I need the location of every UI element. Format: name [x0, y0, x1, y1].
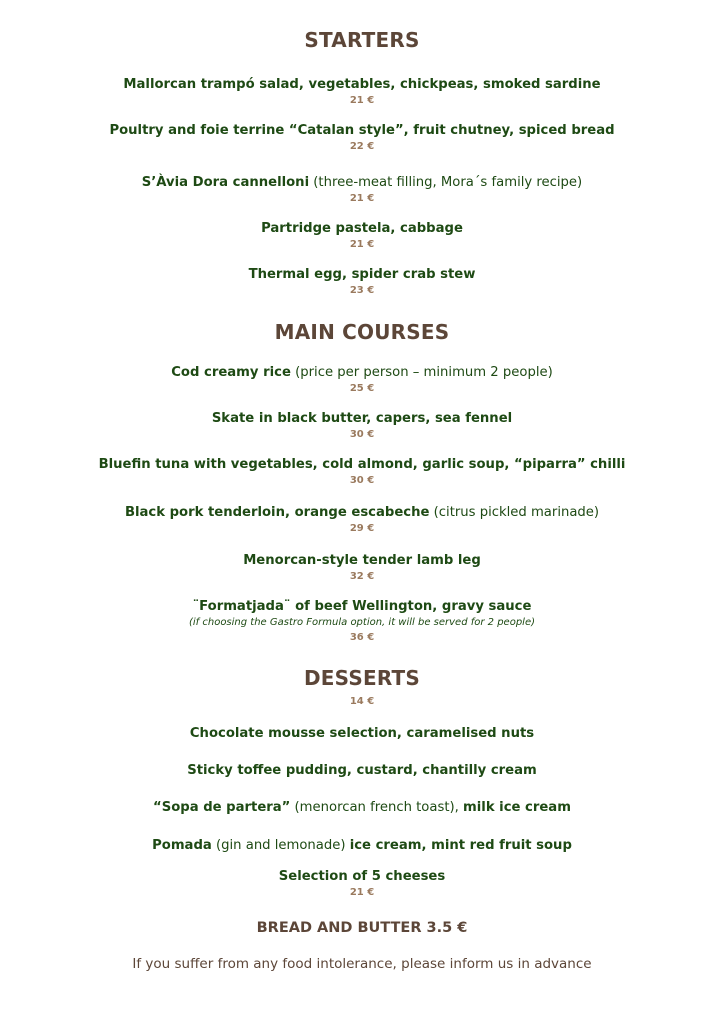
dish-price: 25 €: [349, 383, 375, 394]
dish-description: (citrus pickled marinade): [429, 505, 600, 520]
dish-price: 21 €: [349, 193, 375, 204]
dish-price: 29 €: [349, 523, 375, 534]
starter-item: [0, 220, 724, 237]
dessert-item: [0, 799, 724, 816]
bread-and-butter: BREAD AND BUTTER 3.5 €: [256, 920, 468, 936]
dessert-item: [0, 762, 724, 779]
dish-price: 30 €: [349, 429, 375, 440]
dish-name: Menorcan-style tender lamb leg: [243, 553, 481, 568]
allergy-notice: If you suffer from any food intolerance, please inform us in advance: [132, 956, 592, 972]
dish-note: (if choosing the Gastro Formula option, it will be served for 2 people): [188, 617, 536, 628]
starters-heading: STARTERS: [304, 28, 420, 52]
starter-item: [0, 266, 724, 283]
main-item: [0, 456, 724, 473]
dish-name-extra: ice cream, mint red fruit soup: [349, 838, 572, 853]
dish-description: (price per person – minimum 2 people): [290, 365, 553, 380]
dish-name: Black pork tenderloin, orange escabeche: [124, 505, 430, 520]
dish-name: Bluefin tuna with vegetables, cold almond, garlic soup, “piparra” chilli: [98, 457, 626, 472]
dish-price: 21 €: [349, 239, 375, 250]
dessert-item: [0, 837, 724, 854]
dish-price: 36 €: [349, 632, 375, 643]
starter-item: [0, 76, 724, 93]
dish-name: Poultry and foie terrine “Catalan style”, fruit chutney, spiced bread: [109, 123, 615, 138]
dish-price: 23 €: [349, 285, 375, 296]
main-item: [0, 504, 724, 521]
starter-item: [0, 122, 724, 139]
dish-description: (menorcan french toast),: [290, 800, 464, 815]
dish-price: 21 €: [349, 887, 375, 898]
starter-item: [0, 174, 724, 191]
dish-name: Skate in black butter, capers, sea fennel: [211, 411, 513, 426]
dessert-item: [0, 725, 724, 742]
mains-heading: MAIN COURSES: [274, 320, 450, 344]
dessert-item: [0, 868, 724, 885]
desserts-price: 14 €: [349, 696, 375, 707]
desserts-heading: DESSERTS: [304, 666, 420, 690]
dish-name-extra: milk ice cream: [463, 800, 571, 815]
dish-name: Mallorcan trampó salad, vegetables, chickpeas, smoked sardine: [123, 77, 601, 92]
dish-name: “Sopa de partera”: [153, 800, 291, 815]
dish-name: ¨Formatjada¨ of beef Wellington, gravy sauce: [192, 599, 532, 614]
main-item: [0, 598, 724, 615]
dish-description: (three-meat filling, Mora´s family recipe): [309, 175, 583, 190]
dish-price: 30 €: [349, 475, 375, 486]
main-item: [0, 410, 724, 427]
dish-price: 22 €: [349, 141, 375, 152]
main-item: [0, 364, 724, 381]
dish-name: Sticky toffee pudding, custard, chantilly cream: [187, 763, 537, 778]
dish-name: Pomada: [152, 838, 212, 853]
main-item: [0, 552, 724, 569]
dish-description: (gin and lemonade): [211, 838, 350, 853]
dish-name: S’Àvia Dora cannelloni: [141, 175, 310, 190]
dish-price: 32 €: [349, 571, 375, 582]
dish-name: Selection of 5 cheeses: [278, 869, 446, 884]
dish-name: Chocolate mousse selection, caramelised nuts: [189, 726, 535, 741]
dish-name: Thermal egg, spider crab stew: [248, 267, 476, 282]
dish-name: Cod creamy rice: [171, 365, 291, 380]
dish-name: Partridge pastela, cabbage: [261, 221, 463, 236]
dish-price: 21 €: [349, 95, 375, 106]
